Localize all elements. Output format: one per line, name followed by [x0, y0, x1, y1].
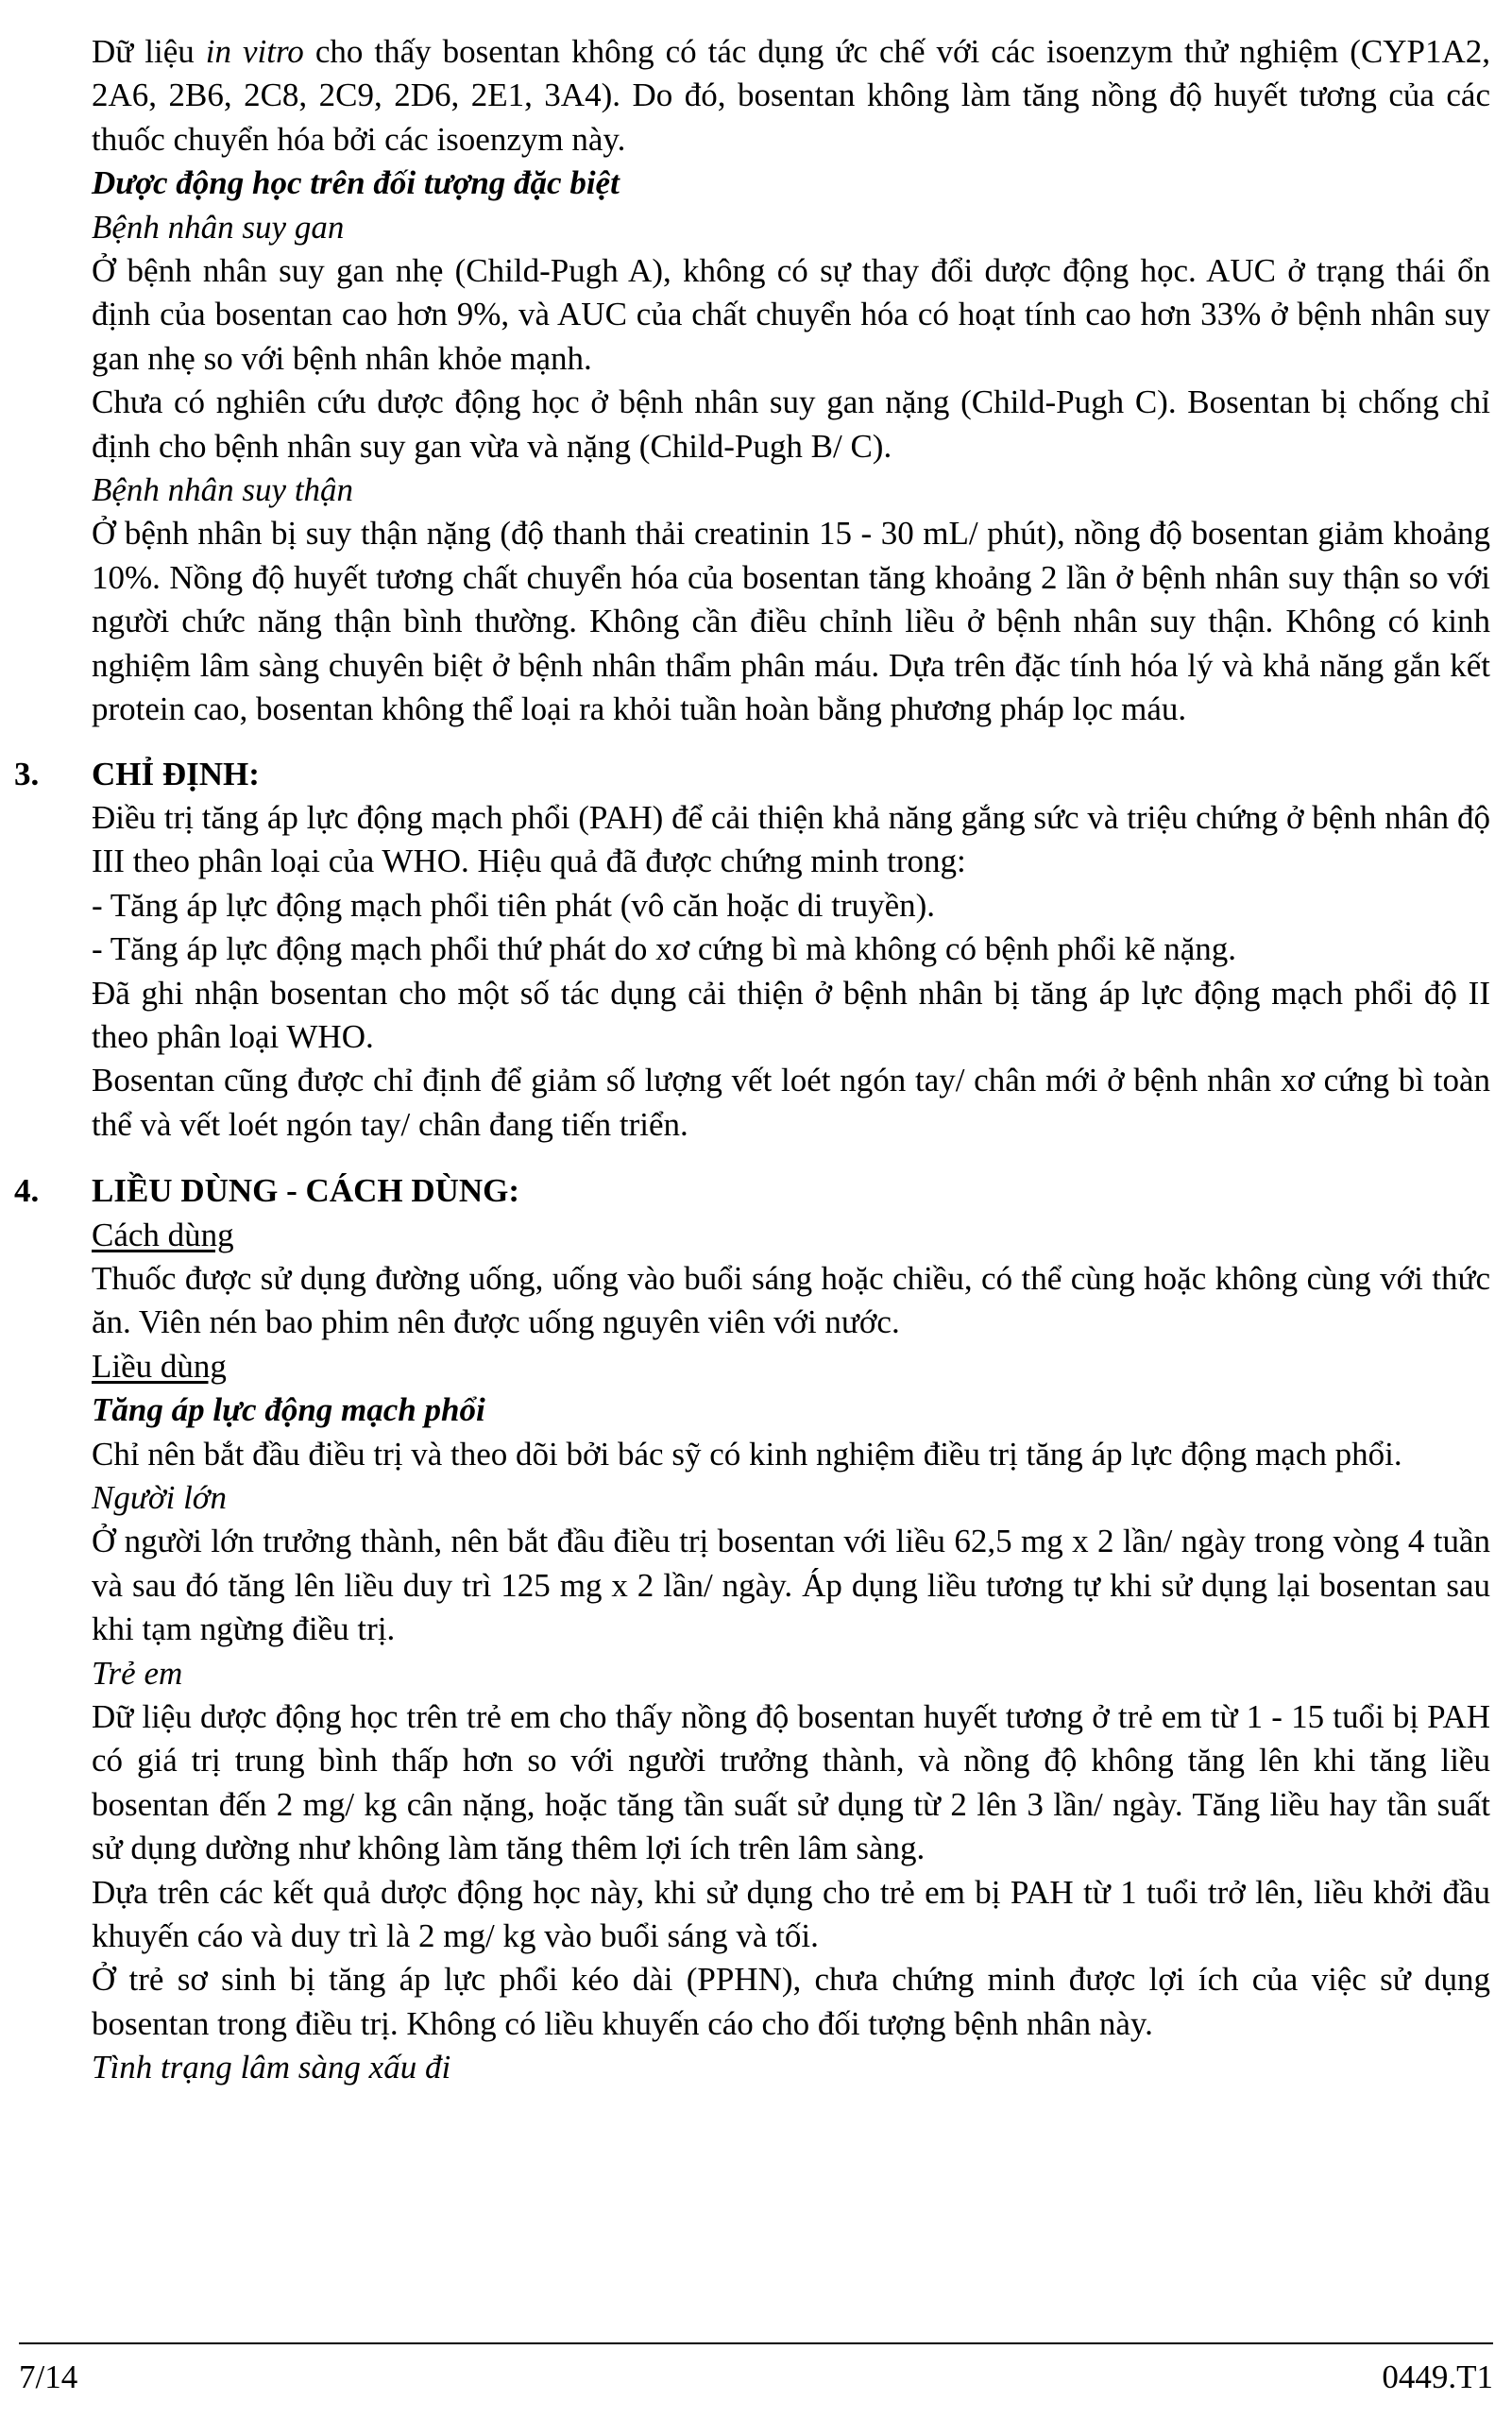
- page-number: 7/14: [19, 2358, 78, 2395]
- footer-divider: [19, 2342, 1493, 2344]
- indication-paragraph-2: Đã ghi nhận bosentan cho một số tác dụng cải thiện ở bệnh nhân bị tăng áp lực động mạch phổi độ II theo phân loại WHO.: [92, 974, 1490, 1055]
- child-heading: Trẻ em: [92, 1654, 183, 1692]
- renal-heading: Bệnh nhân suy thận: [92, 471, 354, 509]
- indication-paragraph-3: Bosentan cũng được chỉ định để giảm số lượng vết loét ngón tay/ chân mới ở bệnh nhân xơ cứng bì toàn thể và vết loét ngón tay/ chân đang tiến triển.: [92, 1062, 1490, 1143]
- indication-bullet-2: - Tăng áp lực động mạch phổi thứ phát do xơ cứng bì mà không có bệnh phổi kẽ nặng.: [92, 930, 1237, 968]
- document-body: [14, 30, 1491, 2090]
- indication-paragraph-1: Điều trị tăng áp lực động mạch phổi (PAH) để cải thiện khả năng gắng sức và triệu chứng ở bệnh nhân độ III theo phân loại của WHO. Hiệu quả đã được chứng minh trong:: [92, 798, 1490, 880]
- special-populations-heading: Dược động học trên đối tượng đặc biệt: [92, 164, 620, 202]
- hepatic-heading: Bệnh nhân suy gan: [92, 208, 345, 246]
- section-4-title: LIỀU DÙNG - CÁCH DÙNG:: [92, 1172, 520, 1210]
- hepatic-paragraph-1: Ở bệnh nhân suy gan nhẹ (Child-Pugh A), không có sự thay đổi dược động học. AUC ở trạng thái ổn định của bosentan cao hơn 9%, và AUC của chất chuyển hóa có hoạt tính cao hơn 33% ở bệnh nhân suy gan nhẹ so với bệnh nhân khỏe mạnh.: [92, 252, 1490, 377]
- invitro-term: in vitro: [205, 33, 304, 70]
- section-3-heading: [14, 753, 1490, 796]
- usage-paragraph: Thuốc được sử dụng đường uống, uống vào buổi sáng hoặc chiều, có thể cùng hoặc không cùng với thức ăn. Viên nén bao phim nên được uống nguyên viên với nước.: [92, 1259, 1490, 1341]
- child-paragraph-1: Dữ liệu dược động học trên trẻ em cho thấy nồng độ bosentan huyết tương ở trẻ em từ 1 - 15 tuổi bị PAH có giá trị trung bình thấp hơn so với người trưởng thành, và nồng độ không tăng lên khi tăng liều bosentan đến 2 mg/ kg cân nặng, hoặc tăng tần suất sử dụng từ 2 lên 3 lần/ ngày. Tăng liều hay tần suất sử dụng dường như không làm tăng thêm lợi ích trên lâm sàng.: [92, 1698, 1490, 1867]
- invitro-paragraph: [92, 30, 1490, 162]
- usage-heading: Cách dùng: [92, 1216, 234, 1253]
- section-4-number: 4.: [14, 1172, 40, 1210]
- document-code: 0449.T1: [1382, 2358, 1493, 2395]
- adult-heading: Người lớn: [92, 1479, 227, 1516]
- hepatic-paragraph-2: Chưa có nghiên cứu dược động học ở bệnh nhân suy gan nặng (Child-Pugh C). Bosentan bị chống chỉ định cho bệnh nhân suy gan vừa và nặng (Child-Pugh B/ C).: [92, 383, 1490, 465]
- section-4-heading: [14, 1169, 1490, 1213]
- invitro-text-end: cho thấy bosentan không có tác dụng ức chế với các isoenzym thử nghiệm (CYP1A2, 2A6, 2B6, 2C8, 2C9, 2D6, 2E1, 3A4). Do đó, bosentan không làm tăng nồng độ huyết tương của các thuốc chuyển hóa bởi các isoenzym này.: [92, 33, 1491, 158]
- pah-heading: Tăng áp lực động mạch phổi: [92, 1391, 485, 1429]
- renal-paragraph: Ở bệnh nhân bị suy thận nặng (độ thanh thải creatinin 15 - 30 mL/ phút), nồng độ bosentan giảm khoảng 10%. Nồng độ huyết tương chất chuyển hóa của bosentan tăng khoảng 2 lần ở bệnh nhân suy thận so với người chức năng thận bình thường. Không cần điều chỉnh liều ở bệnh nhân suy thận. Không có kinh nghiệm lâm sàng chuyên biệt ở bệnh nhân thẩm phân máu. Dựa trên đặc tính hóa lý và khả năng gắn kết protein cao, bosentan không thể loại ra khỏi tuần hoàn bằng phương pháp lọc máu.: [92, 515, 1490, 728]
- child-paragraph-2: Dựa trên các kết quả dược động học này, khi sử dụng cho trẻ em bị PAH từ 1 tuổi trở lên, liều khởi đầu khuyến cáo và duy trì là 2 mg/ kg vào buổi sáng và tối.: [92, 1873, 1490, 1955]
- invitro-text-start: Dữ liệu: [92, 33, 206, 70]
- pah-paragraph: Chỉ nên bắt đầu điều trị và theo dõi bởi bác sỹ có kinh nghiệm điều trị tăng áp lực động mạch phổi.: [92, 1435, 1402, 1473]
- adult-paragraph: Ở người lớn trưởng thành, nên bắt đầu điều trị bosentan với liều 62,5 mg x 2 lần/ ngày trong vòng 4 tuần và sau đó tăng lên liều duy trì 125 mg x 2 lần/ ngày. Áp dụng liều tương tự khi sử dụng lại bosentan sau khi tạm ngừng điều trị.: [92, 1523, 1490, 1648]
- worsening-heading: Tình trạng lâm sàng xấu đi: [92, 2049, 451, 2086]
- indication-bullet-1: - Tăng áp lực động mạch phổi tiên phát (vô căn hoặc di truyền).: [92, 886, 936, 924]
- child-paragraph-3: Ở trẻ sơ sinh bị tăng áp lực phổi kéo dài (PPHN), chưa chứng minh được lợi ích của việc sử dụng bosentan trong điều trị. Không có liều khuyến cáo cho đối tượng bệnh nhân này.: [92, 1961, 1490, 2042]
- section-3-title: CHỈ ĐỊNH:: [92, 755, 260, 792]
- section-3-number: 3.: [14, 755, 40, 792]
- dosage-heading: Liều dùng: [92, 1347, 227, 1385]
